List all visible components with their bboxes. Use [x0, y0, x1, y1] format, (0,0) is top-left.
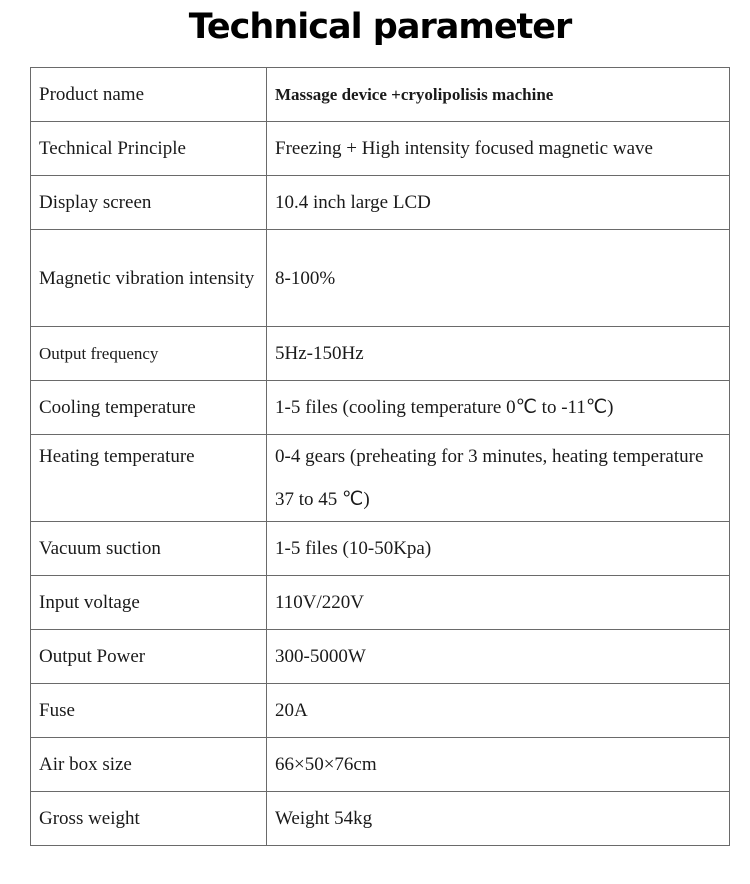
- table-row: [31, 327, 730, 381]
- table-row: [31, 576, 730, 630]
- row-value: 1-5 files (10-50Kpa): [267, 522, 730, 576]
- row-label: Display screen: [31, 176, 267, 230]
- row-value: 0-4 gears (preheating for 3 minutes, heating temperature 37 to 45 ℃): [267, 435, 730, 522]
- row-value: 66×50×76cm: [267, 738, 730, 792]
- table-row: [31, 435, 730, 522]
- row-label: Gross weight: [31, 792, 267, 846]
- row-value: Freezing + High intensity focused magnetic wave: [267, 122, 730, 176]
- page-title: Technical parameter: [188, 7, 572, 47]
- row-value: 5Hz-150Hz: [267, 327, 730, 381]
- row-value: 10.4 inch large LCD: [267, 176, 730, 230]
- row-value: 8-100%: [267, 230, 730, 327]
- table-row: [31, 792, 730, 846]
- row-value: 300-5000W: [267, 630, 730, 684]
- row-value: 110V/220V: [267, 576, 730, 630]
- row-label: Output Power: [31, 630, 267, 684]
- row-label: Output frequency: [31, 327, 267, 381]
- table-row: [31, 381, 730, 435]
- row-value: Weight 54kg: [267, 792, 730, 846]
- row-label: Technical Principle: [31, 122, 267, 176]
- row-label: Cooling temperature: [31, 381, 267, 435]
- row-label: Air box size: [31, 738, 267, 792]
- table-row: [31, 738, 730, 792]
- row-label: Vacuum suction: [31, 522, 267, 576]
- table-row: [31, 630, 730, 684]
- technical-parameter-table: [30, 67, 730, 846]
- table-row: [31, 68, 730, 122]
- table-row: [31, 230, 730, 327]
- row-label: Magnetic vibration intensity: [31, 230, 267, 327]
- row-label: Heating temperature: [31, 435, 267, 522]
- row-value: 20A: [267, 684, 730, 738]
- row-label: Product name: [31, 68, 267, 122]
- row-value: Massage device +cryolipolisis machine: [267, 68, 730, 122]
- row-label: Fuse: [31, 684, 267, 738]
- table-row: [31, 684, 730, 738]
- table-row: [31, 522, 730, 576]
- table-row: [31, 122, 730, 176]
- table-row: [31, 176, 730, 230]
- row-label: Input voltage: [31, 576, 267, 630]
- row-value: 1-5 files (cooling temperature 0℃ to -11℃): [267, 381, 730, 435]
